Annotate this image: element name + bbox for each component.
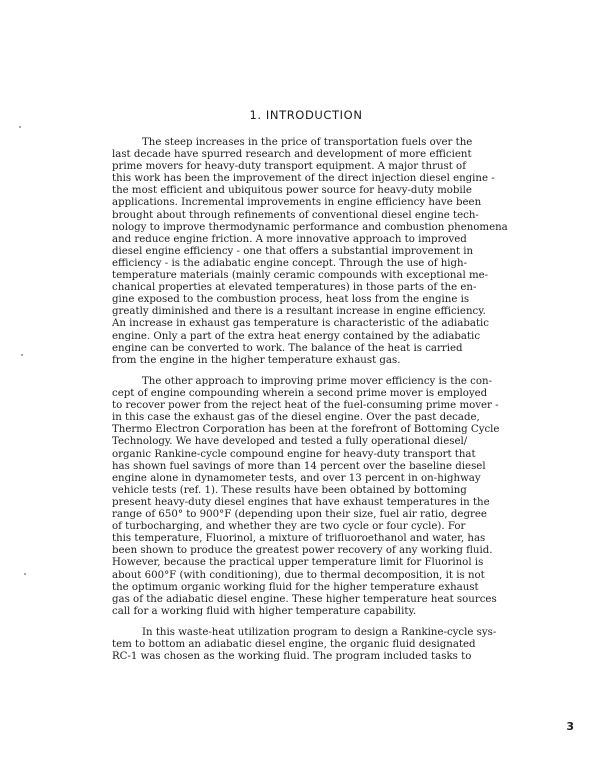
text-line: cept of engine compounding wherein a second prime mover is employed bbox=[112, 388, 488, 400]
text-line: engine. Only a part of the extra heat energy contained by the adiabatic bbox=[112, 330, 481, 342]
text-line: engine alone in dynamometer tests, and over 13 percent in on-highway bbox=[112, 472, 481, 484]
text-line: The steep increases in the price of transportation fuels over the bbox=[142, 137, 473, 148]
text-line: range of 650° to 900°F (depending upon their size, fuel air ratio, degree bbox=[112, 509, 487, 521]
text-line: Thermo Electron Corporation has been at the forefront of Bottoming Cycle bbox=[112, 424, 500, 436]
scan-speck bbox=[24, 573, 26, 575]
text-line: vehicle tests (ref. 1). These results have been obtained by bottoming bbox=[112, 484, 467, 496]
paragraph-1 bbox=[112, 137, 542, 367]
paragraph-2 bbox=[112, 376, 542, 618]
text-line: temperature materials (mainly ceramic compounds with exceptional me- bbox=[112, 270, 489, 282]
text-line: Technology. We have developed and tested a fully operational diesel/ bbox=[112, 436, 468, 448]
text-line: present heavy-duty diesel engines that have exhaust temperatures in the bbox=[112, 496, 490, 508]
text-line: of turbocharging, and whether they are two cycle or four cycle). For bbox=[112, 521, 466, 533]
text-line: this work has been the improvement of the direct injection diesel engine - bbox=[112, 173, 495, 185]
text-line: about 600°F (with conditioning), due to thermal decomposition, it is not bbox=[112, 569, 485, 581]
scan-speck bbox=[21, 354, 23, 356]
text-line: brought about through refinements of conventional diesel engine tech- bbox=[112, 209, 479, 221]
text-line: The other approach to improving prime mover efficiency is the con- bbox=[142, 376, 493, 387]
text-line: the most efficient and ubiquitous power source for heavy-duty mobile bbox=[112, 185, 472, 197]
text-line: and reduce engine friction. A more innovative approach to improved bbox=[112, 233, 467, 245]
text-line: from the engine in the higher temperature exhaust gas. bbox=[112, 354, 401, 366]
scan-speck bbox=[19, 126, 21, 128]
text-line: to recover power from the reject heat of the fuel-consuming prime mover - bbox=[112, 400, 499, 412]
text-line: nology to improve thermodynamic performance and combustion phenomena bbox=[112, 221, 508, 233]
text-line: greatly diminished and there is a resultant increase in engine efficiency. bbox=[112, 306, 486, 318]
text-line: chanical properties at elevated temperatures) in those parts of the en- bbox=[112, 282, 477, 294]
text-line: RC-1 was chosen as the working fluid. The program included tasks to bbox=[112, 651, 472, 663]
text-line: applications. Incremental improvements in engine efficiency have been bbox=[112, 197, 482, 209]
section-heading: 1. INTRODUCTION bbox=[249, 108, 363, 122]
text-line: the optimum organic working fluid for the higher temperature exhaust bbox=[112, 581, 479, 593]
text-line: engine can be converted to work. The balance of the heat is carried bbox=[112, 342, 463, 354]
text-line: efficiency - is the adiabatic engine concept. Through the use of high- bbox=[112, 257, 468, 269]
text-line: has shown fuel savings of more than 14 percent over the baseline diesel bbox=[112, 460, 486, 472]
text-line: in this case the exhaust gas of the diesel engine. Over the past decade, bbox=[112, 412, 480, 424]
paragraph-3 bbox=[112, 627, 542, 663]
text-line: gine exposed to the combustion process, heat loss from the engine is bbox=[112, 294, 470, 306]
text-line: gas of the adiabatic diesel engine. These higher temperature heat sources bbox=[112, 593, 497, 605]
text-line: this temperature, Fluorinol, a mixture of trifluoroethanol and water, has bbox=[112, 533, 486, 545]
text-line: In this waste-heat utilization program to design a Rankine-cycle sys- bbox=[142, 627, 497, 638]
text-line: tem to bottom an adiabatic diesel engine, the organic fluid designated bbox=[112, 639, 476, 651]
text-line: prime movers for heavy-duty transport equipment. A major thrust of bbox=[112, 161, 466, 173]
page-number: 3 bbox=[566, 720, 574, 733]
text-line: An increase in exhaust gas temperature is characteristic of the adiabatic bbox=[112, 318, 490, 330]
text-line: call for a working fluid with higher temperature capability. bbox=[112, 605, 417, 617]
text-line: been shown to produce the greatest power recovery of any working fluid. bbox=[112, 545, 493, 557]
text-line: diesel engine efficiency - one that offers a substantial improvement in bbox=[112, 245, 474, 257]
text-line: organic Rankine-cycle compound engine for heavy-duty transport that bbox=[112, 448, 476, 460]
text-line: However, because the practical upper temperature limit for Fluorinol is bbox=[112, 557, 484, 569]
text-line: last decade have spurred research and development of more efficient bbox=[112, 149, 472, 161]
